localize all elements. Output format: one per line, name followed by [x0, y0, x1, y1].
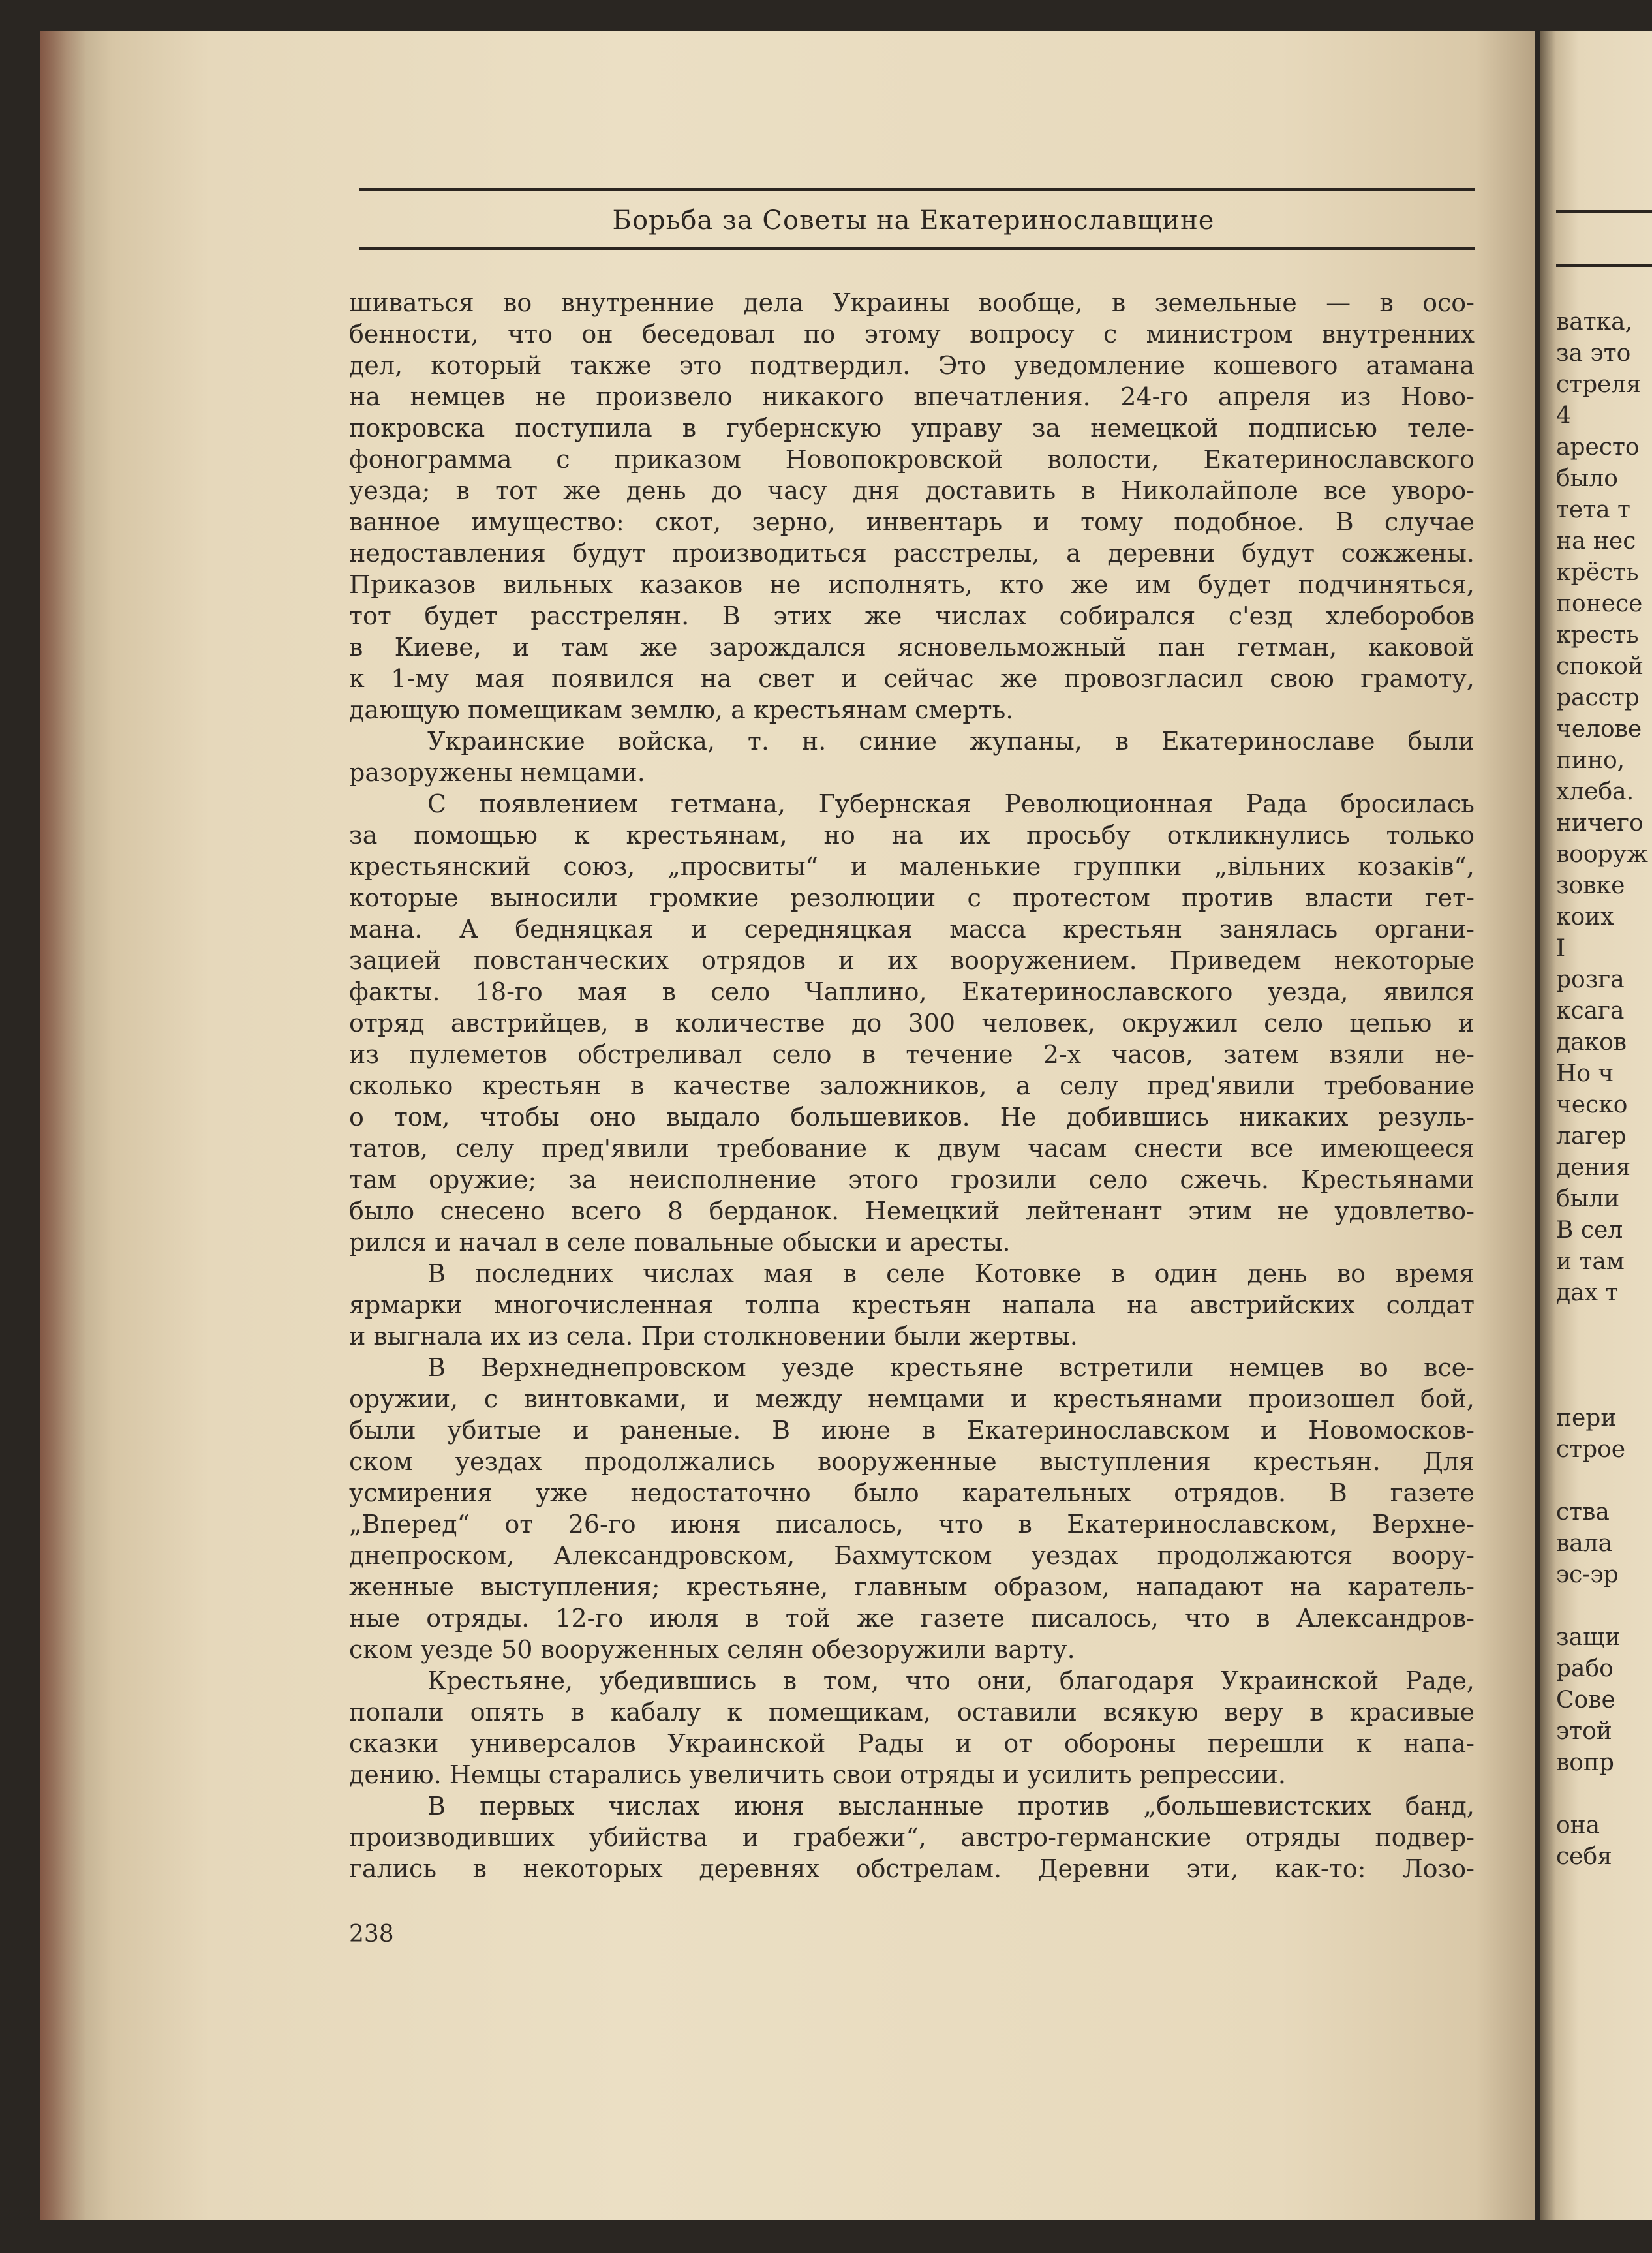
text-line: женные выступления; крестьяне, главным образом, нападают на каратель-: [349, 1572, 1475, 1601]
right-page-fragment: вопр: [1556, 1749, 1614, 1776]
right-page-fragment: ства: [1556, 1499, 1610, 1525]
text-line: из пулеметов обстреливал село в течение 2-х часов, затем взяли не-: [349, 1040, 1475, 1069]
text-line: бенности, что он беседовал по этому вопросу с министром внутренних: [349, 320, 1475, 348]
right-page-fragment: ничего: [1556, 810, 1644, 836]
text-line: уезда; в тот же день до часу дня доставить в Николайполе все уворо-: [349, 476, 1475, 505]
text-line: зацией повстанческих отрядов и их вооружением. Приведем некоторые: [349, 946, 1475, 975]
right-page-fragment: защи: [1556, 1624, 1621, 1651]
page-number: 238: [349, 1921, 394, 1948]
text-line: которые выносили громкие резолюции с протестом против власти гет-: [349, 883, 1475, 912]
right-page-fragment: кресть: [1556, 622, 1639, 649]
right-page-fragment: пери: [1556, 1405, 1617, 1432]
text-line: гались в некоторых деревнях обстрелам. Деревни эти, как-то: Лозо-: [349, 1854, 1475, 1883]
text-line: ванное имущество: скот, зерно, инвентарь и тому подобное. В случае: [349, 508, 1475, 536]
text-line: отряд австрийцев, в количестве до 300 человек, окружил село цепью и: [349, 1009, 1475, 1037]
right-page-fragment: коих: [1556, 904, 1614, 930]
text-line: В Верхнеднепровском уезде крестьяне встретили немцев во все-: [427, 1353, 1475, 1382]
right-page-fragment: ческо: [1556, 1092, 1628, 1118]
right-page-fragment: были: [1556, 1186, 1620, 1212]
text-line: о том, чтобы оно выдало большевиков. Не добившись никаких резуль-: [349, 1103, 1475, 1131]
right-page-fragment: вооруж: [1556, 841, 1648, 868]
text-line: факты. 18-го мая в село Чаплино, Екатеринославского уезда, явился: [349, 977, 1475, 1006]
right-page-fragment: дения: [1556, 1154, 1631, 1181]
right-page-fragment: спокой: [1556, 653, 1644, 680]
text-line: Украинские войска, т. н. синие жупаны, в Екатеринославе были: [427, 727, 1475, 756]
text-line: в Киеве, и там же зарождался ясновельможный пан гетман, каковой: [349, 633, 1475, 662]
header-rule-bottom: [359, 247, 1475, 250]
right-page-fragment: даков: [1556, 1029, 1627, 1056]
text-line: недоставления будут производиться расстрелы, а деревни будут сожжены.: [349, 539, 1475, 568]
text-line: к 1-му мая появился на свет и сейчас же провозгласил свою грамоту,: [349, 664, 1475, 693]
text-line: ярмарки многочисленная толпа крестьян напала на австрийских солдат: [349, 1291, 1475, 1319]
right-page-fragment: 4: [1556, 403, 1571, 429]
text-line: дающую помещикам землю, а крестьянам смерть.: [349, 696, 1014, 724]
text-line: попали опять в кабалу к помещикам, оставили всякую веру в красивые: [349, 1698, 1475, 1726]
right-page-fragment: эс-эр: [1556, 1561, 1619, 1588]
right-page-fragment: она: [1556, 1812, 1600, 1839]
text-line: разоружены немцами.: [349, 758, 645, 787]
right-page-fragment: за это: [1556, 340, 1631, 367]
text-line: производивших убийства и грабежи“, австро-германские отряды подвер-: [349, 1823, 1475, 1852]
right-page-fragment: себя: [1556, 1843, 1612, 1870]
right-page-fragment: зовке: [1556, 872, 1625, 899]
right-page-fragment: хлеба.: [1556, 778, 1634, 805]
right-page-rule-top: [1556, 210, 1652, 213]
text-line: там оружие; за неисполнение этого грозили село сжечь. Крестьянами: [349, 1165, 1475, 1194]
header-rule-top: [359, 188, 1475, 191]
right-page-fragment: аресто: [1556, 434, 1640, 461]
right-page-fragment: ксага: [1556, 998, 1625, 1024]
text-line: мана. А бедняцкая и середняцкая масса крестьян занялась органи-: [349, 915, 1475, 943]
right-page-fragment: дах т: [1556, 1280, 1619, 1306]
text-line: днепроском, Александровском, Бахмутском уездах продолжаются воору-: [349, 1541, 1475, 1570]
right-page-fragment: стреля: [1556, 371, 1642, 398]
right-page-fragment: ватка,: [1556, 309, 1633, 335]
text-line: ные отряды. 12-го июля в той же газете писалось, что в Александров-: [349, 1604, 1475, 1632]
text-line: дел, который также это подтвердил. Это уведомление кошевого атамана: [349, 351, 1475, 380]
text-line: ском уезде 50 вооруженных селян обезоружили варту.: [349, 1635, 1075, 1664]
right-page-rule-bottom: [1556, 264, 1652, 267]
right-page-fragment: этой: [1556, 1718, 1612, 1745]
text-line: В последних числах мая в селе Котовке в один день во время: [427, 1259, 1475, 1288]
right-page-fragment: строе: [1556, 1436, 1626, 1463]
text-line: было снесено всего 8 берданок. Немецкий лейтенант этим не удовлетво-: [349, 1197, 1475, 1225]
right-page-fragment: понесе: [1556, 590, 1643, 617]
text-line: за помощью к крестьянам, но на их просьбу откликнулись только: [349, 821, 1475, 850]
right-page-fragment: тета т: [1556, 497, 1630, 523]
right-page-fragment: на нес: [1556, 528, 1636, 555]
text-line: усмирения уже недостаточно было карательных отрядов. В газете: [349, 1479, 1475, 1507]
text-line: шиваться во внутренние дела Украины вообще, в земельные — в осо-: [349, 288, 1475, 317]
text-line: были убитые и раненые. В июне в Екатеринославском и Новомосков-: [349, 1416, 1475, 1445]
right-page-fragment: челове: [1556, 716, 1642, 743]
right-page-fragment: розга: [1556, 966, 1625, 993]
text-line: оружии, с винтовками, и между немцами и крестьянами произошел бой,: [349, 1385, 1475, 1413]
right-page-fragment: крёсть: [1556, 559, 1639, 586]
text-line: покровска поступила в губернскую управу за немецкой подписью теле-: [349, 414, 1475, 442]
text-line: фонограмма с приказом Новопокровской волости, Екатеринославского: [349, 445, 1475, 474]
right-page-fragment: рабо: [1556, 1655, 1614, 1682]
text-line: „Вперед“ от 26-го июня писалось, что в Екатеринославском, Верхне-: [349, 1510, 1475, 1539]
body-text: [349, 287, 1475, 1884]
right-page-fragment: пино,: [1556, 747, 1625, 774]
right-page-fragment: было: [1556, 465, 1618, 492]
text-line: рился и начал в селе повальные обыски и аресты.: [349, 1228, 1011, 1257]
text-line: татов, селу пред'явили требование к двум часам снести все имеющееся: [349, 1134, 1475, 1163]
text-line: ском уездах продолжались вооруженные выступления крестьян. Для: [349, 1447, 1475, 1476]
running-header: Борьба за Советы на Екатеринославщине: [612, 206, 1215, 236]
text-line: С появлением гетмана, Губернская Революционная Рада бросилась: [427, 789, 1475, 818]
text-line: сказки универсалов Украинской Рады и от обороны перешли к напа-: [349, 1729, 1475, 1758]
text-line: сколько крестьян в качестве заложников, а селу пред'явили требование: [349, 1071, 1475, 1100]
right-page-fragment: и там: [1556, 1248, 1625, 1275]
text-line: и выгнала их из села. При столкновении были жертвы.: [349, 1322, 1078, 1351]
text-line: В первых числах июня высланные против „большевистских банд,: [427, 1792, 1475, 1820]
text-line: тот будет расстрелян. В этих же числах собирался с'езд хлеборобов: [349, 602, 1475, 630]
text-line: на немцев не произвело никакого впечатления. 24-го апреля из Ново-: [349, 382, 1475, 411]
text-line: Крестьяне, убедившись в том, что они, благодаря Украинской Раде,: [427, 1666, 1475, 1695]
text-line: Приказов вильных казаков не исполнять, кто же им будет подчиняться,: [349, 570, 1475, 599]
right-page-fragment: Сове: [1556, 1687, 1615, 1713]
text-line: дению. Немцы старались увеличить свои отряды и усилить репрессии.: [349, 1760, 1286, 1789]
right-page-fragment: вала: [1556, 1530, 1613, 1557]
right-page-fragment: В сел: [1556, 1217, 1623, 1244]
right-page-fragment: расстр: [1556, 684, 1640, 711]
text-line: крестьянский союз, „просвиты“ и маленькие группки „вільних козаків“,: [349, 852, 1475, 881]
right-page-fragment: лагер: [1556, 1123, 1627, 1150]
right-page-fragment: Но ч: [1556, 1060, 1614, 1087]
right-page-fragment: I: [1556, 935, 1566, 962]
